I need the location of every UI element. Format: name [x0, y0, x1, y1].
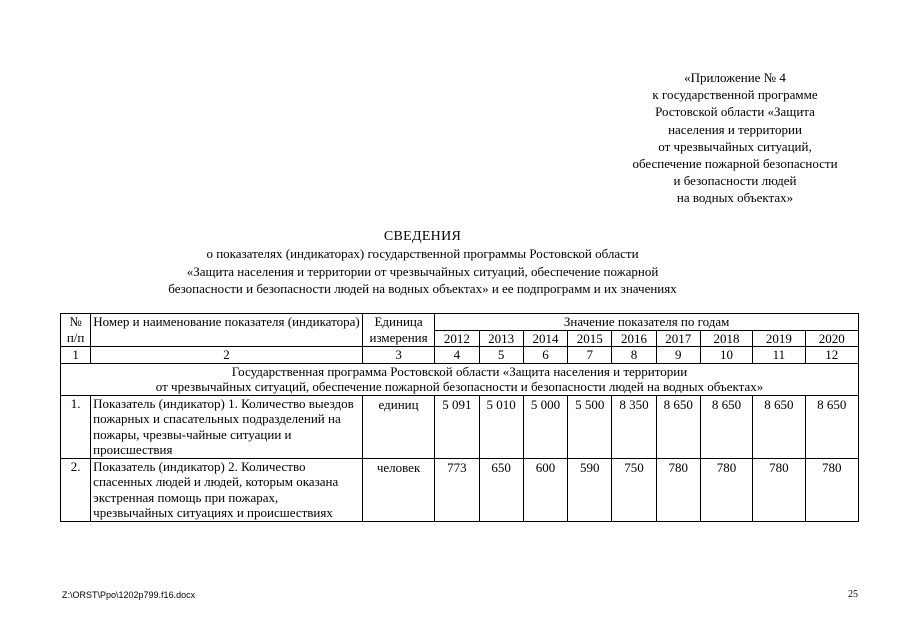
appendix-line: к государственной программе: [652, 87, 818, 103]
column-number: 12: [805, 347, 859, 364]
row-number: 2.: [61, 458, 91, 521]
program-section-title: [61, 363, 859, 395]
document-heading: [60, 228, 785, 298]
indicator-value: 8 350: [612, 395, 656, 458]
document-title: СВЕДЕНИЯ: [383, 229, 462, 244]
appendix-line: обеспечение пожарной безопасности: [632, 156, 838, 172]
column-number: 4: [435, 347, 479, 364]
column-number: 10: [700, 347, 752, 364]
appendix-note: [600, 69, 870, 207]
indicator-value: 773: [435, 458, 479, 521]
table-row: [61, 458, 859, 521]
indicator-value: 8 650: [700, 395, 752, 458]
indicator-value: 8 650: [656, 395, 700, 458]
indicator-value: 590: [568, 458, 612, 521]
header-year: 2013: [479, 330, 523, 347]
indicator-value: 5 010: [479, 395, 523, 458]
header-year: 2016: [612, 330, 656, 347]
indicators-table: [60, 313, 859, 522]
column-numbers-row: [61, 347, 859, 364]
indicator-value: 8 650: [753, 395, 805, 458]
indicator-value: 750: [612, 458, 656, 521]
column-number: 6: [523, 347, 567, 364]
section-line: Государственная программа Ростовской области «Защита населения и территории: [231, 363, 688, 379]
column-number: 8: [612, 347, 656, 364]
indicator-name: Показатель (индикатор) 1. Количество выездов пожарных и спасательных подразделений на пожары, чрезвы-чайные ситуации и происшествия: [91, 395, 363, 458]
appendix-line: «Приложение № 4: [684, 70, 786, 85]
appendix-line: от чрезвычайных ситуаций,: [658, 138, 812, 154]
indicator-value: 780: [700, 458, 752, 521]
program-section-row: [61, 363, 859, 395]
header-number: № п/п: [61, 314, 91, 347]
row-number: 1.: [61, 395, 91, 458]
indicator-value: 780: [753, 458, 805, 521]
header-year: 2015: [568, 330, 612, 347]
indicator-unit: единиц: [362, 395, 434, 458]
indicator-value: 5 091: [435, 395, 479, 458]
header-year: 2014: [523, 330, 567, 347]
column-number: 3: [362, 347, 434, 364]
column-number: 9: [656, 347, 700, 364]
heading-line: «Защита населения и территории от чрезвычайных ситуаций, обеспечение пожарной: [186, 263, 659, 279]
header-year: 2019: [753, 330, 805, 347]
heading-line: безопасности и безопасности людей на водных объектах» и ее подпрограмм и их значениях: [168, 281, 677, 297]
column-number: 11: [753, 347, 805, 364]
indicator-name: Показатель (индикатор) 2. Количество спасенных людей и людей, которым оказана экстренная помощь при пожарах, чрезвычайных ситуациях и происшествиях: [91, 458, 363, 521]
header-year: 2018: [700, 330, 752, 347]
header-year: 2020: [805, 330, 859, 347]
indicator-value: 650: [479, 458, 523, 521]
indicator-value: 600: [523, 458, 567, 521]
indicator-unit: человек: [362, 458, 434, 521]
header-indicator-name: Номер и наименование показателя (индикатора): [91, 314, 363, 347]
table-row: [61, 395, 859, 458]
indicator-value: 780: [805, 458, 859, 521]
header-values-by-year: Значение показателя по годам: [435, 314, 859, 331]
indicator-value: 780: [656, 458, 700, 521]
header-year: 2017: [656, 330, 700, 347]
column-number: 7: [568, 347, 612, 364]
indicator-value: 5 000: [523, 395, 567, 458]
column-number: 5: [479, 347, 523, 364]
file-path: Z:\ORST\Ppo\1202p799.f16.docx: [62, 590, 196, 600]
heading-line: о показателях (индикаторах) государственной программы Ростовской области: [206, 246, 639, 262]
appendix-line: на водных объектах»: [676, 190, 794, 206]
section-line: от чрезвычайных ситуаций, обеспечение пожарной безопасности и безопасности людей на водных объектах»: [155, 379, 764, 394]
column-number: 2: [91, 347, 363, 364]
indicator-value: 8 650: [805, 395, 859, 458]
appendix-line: и безопасности людей: [673, 173, 797, 189]
header-unit: Единица измерения: [362, 314, 434, 347]
table-header-row: [61, 314, 859, 331]
appendix-line: Ростовской области «Защита: [655, 104, 815, 120]
header-year: 2012: [435, 330, 479, 347]
page-number: 25: [848, 589, 858, 600]
column-number: 1: [61, 347, 91, 364]
appendix-line: населения и территории: [668, 121, 802, 137]
indicator-value: 5 500: [568, 395, 612, 458]
